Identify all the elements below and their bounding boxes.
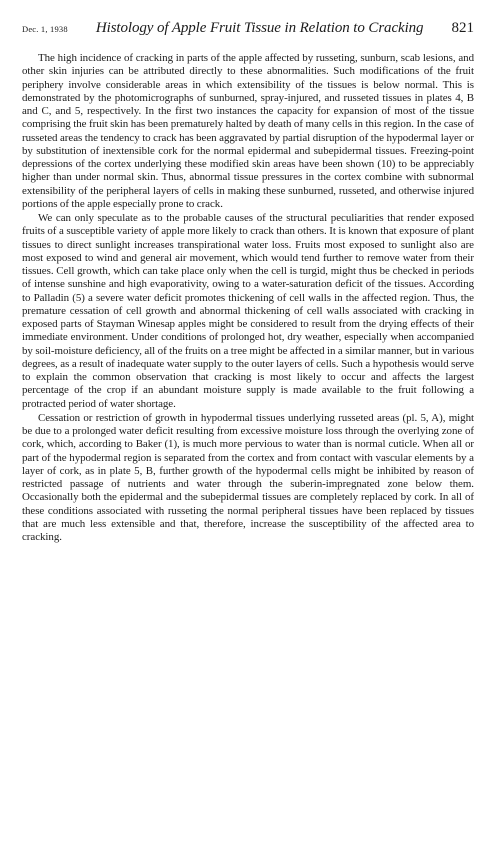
paragraph-russeting: The high incidence of cracking in parts of the apple affected by russeting, sunburn, scab lesions, and other skin injuries can be attributed directly to these abnormalities. Such modifications of the fruit periphery involve considerable areas in which extensibility of the tissues is below normal. This is demonstrated by the photomicrographs of sunburned, spray-injured, and russeted tissues in plates 4, B and C, and 5, respectively. In the first two instances the capacity for expansion of most of the tissue comprising the fruit skin has been prematurely halted by death of many cells in this region. In the case of russeted areas the tendency to crack has been aggravated by partial disruption of the hypodermal layer or by substitution of inextensible cork for the normal epidermal and subepidermal tissues. Freezing-point depressions of the cortex underlying these modified skin areas have been shown (10) to be appreciably higher than under normal skin. Thus, abnormal tissue pressures in the cortex combine with subnormal extensibility of the peripheral layers of cells in making these sunburned, russeted, and otherwise injured portions of the apple especially prone to crack. xyxy=(22,52,474,210)
paragraph-cessation: Cessation or restriction of growth in hypodermal tissues underlying russeted areas (pl. 5, A), might be due to a prolonged water deficit resulting from excessive moisture loss through the overlying zone of cork, which, according to Baker (1), is much more pervious to water than is normal cuticle. When all or part of the hypodermal region is separated from the cortex and from contact with vascular elements by a layer of cork, as in plate 5, B, further growth of the hypodermal cells might be inhibited by reason of restricted passage of nutrients and water through the suberin-impregnated zone below them. Occasionally both the epidermal and the subepidermal tissues are completely replaced by cork. In all of these conditions associated with russeting the normal peripheral tissues have been replaced by tissues that are much less extensible and that, therefore, increase the susceptibility of the affected area to cracking. xyxy=(22,411,474,543)
issue-date: Dec. 1, 1938 xyxy=(22,24,68,34)
page-number: 821 xyxy=(451,20,474,36)
running-title: Histology of Apple Fruit Tissue in Relation to Cracking xyxy=(95,20,424,36)
paragraph-speculation: We can only speculate as to the probable causes of the structural peculiarities that render exposed fruits of a susceptible variety of apple more likely to crack than others. It is known that exposure of plant tissues to direct sunlight increases transpirational water loss. Fruits most exposed to sunlight also are most exposed to wind and general air movement, which would tend further to remove water from their tissues. Cell growth, which can take place only when the cell is turgid, might thus be checked in periods of intense sunshine and high evaporativity, owing to a water-saturation deficit of the tissues. According to Palladin (5) a severe water deficit promotes thickening of cell walls in the affected region. Thus, the premature cessation of cell growth and abnormal thickening of cell walls associated with cracking in exposed parts of Stayman Winesap apples might be considered to result from the drying effects of their immediate environment. Under conditions of prolonged hot, dry weather, especially when accompanied by soil-moisture deficiency, all of the fruits on a tree might be affected in a similar manner, but in various degrees, as a result of inadequate water supply to the outer layers of cells. Such a hypothesis would serve to explain the common observation that cracking is most likely to occur and affects the largest percentage of the crop if an abundant moisture supply is made available to the fruit following a protracted period of water shortage. xyxy=(22,212,474,410)
article-body xyxy=(22,52,474,544)
journal-page xyxy=(22,20,474,846)
running-head xyxy=(22,20,474,44)
